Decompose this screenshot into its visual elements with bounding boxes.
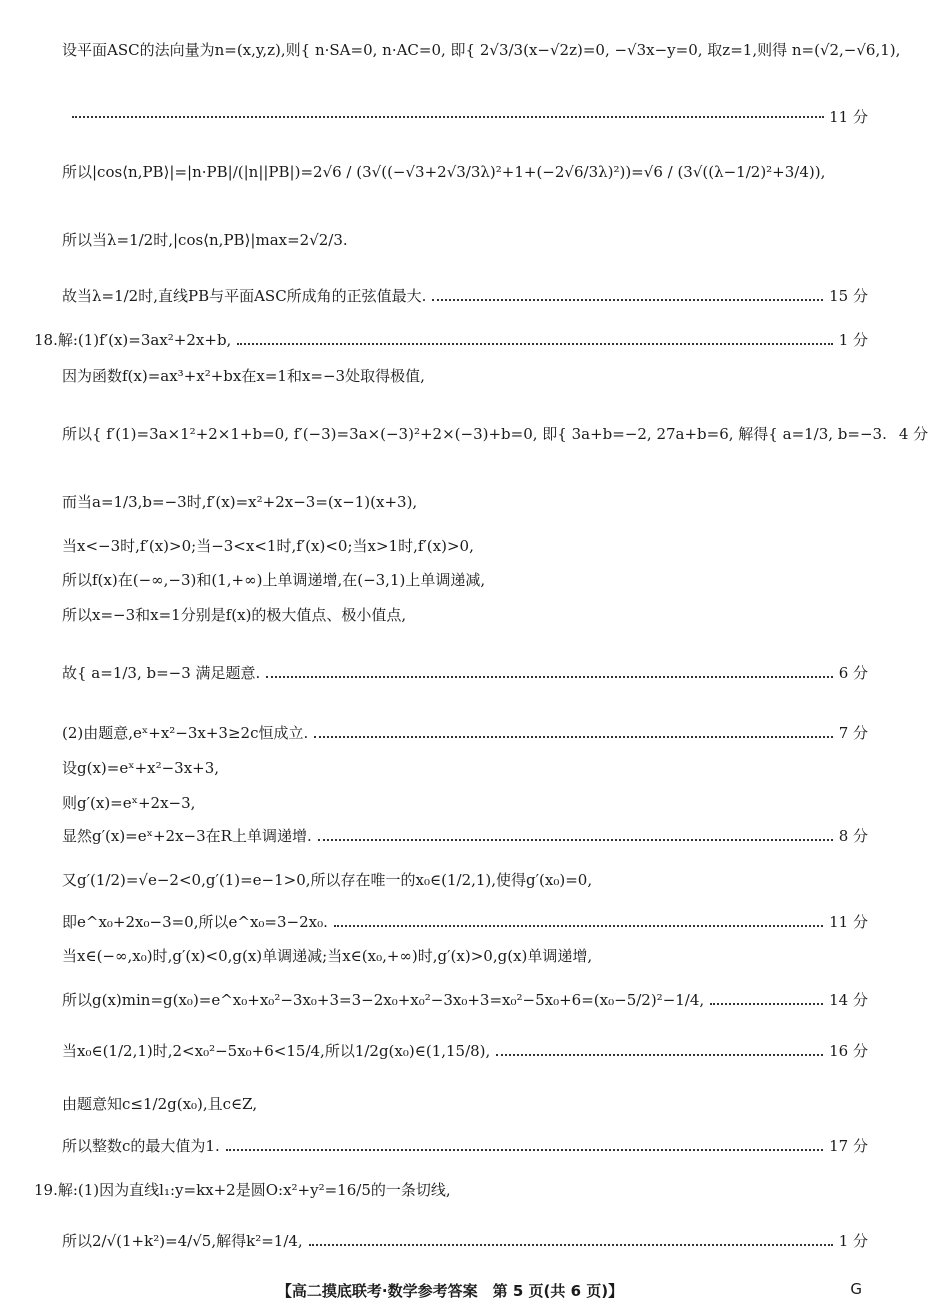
line-text: 显然g′(x)=eˣ+2x−3在R上单调递增.	[62, 827, 312, 845]
line-text: 设平面ASC的法向量为n=(x,y,z),则{ n·SA=0, n·AC=0, 即{ 2√3/3(x−√2z)=0, −√3x−y=0, 取z=1,则得 n=(√2,−√6,1),	[62, 41, 901, 59]
line-text: 所以f(x)在(−∞,−3)和(1,+∞)上单调递增,在(−3,1)上单调递减,	[62, 571, 486, 589]
line-g-range	[62, 1041, 868, 1061]
score: 1 分	[838, 1232, 868, 1250]
line-text: 设g(x)=eˣ+x²−3x+3,	[62, 759, 220, 777]
dot-leader	[266, 676, 832, 678]
score: 4 分	[898, 425, 928, 443]
line-text: 故当λ=1/2时,直线PB与平面ASC所成角的正弦值最大.	[62, 287, 427, 305]
line-q19-start	[34, 1180, 451, 1200]
line-text: 即e^x₀+2x₀−3=0,所以e^x₀=3−2x₀.	[62, 913, 328, 931]
line-define-g	[62, 758, 219, 778]
dot-leader	[314, 736, 832, 738]
line-monotonicity	[62, 570, 485, 590]
footer-code: G	[850, 1280, 862, 1298]
line-sign-analysis	[62, 536, 474, 556]
line-text: 由题意知c≤1/2g(x₀),且c∈Z,	[62, 1095, 258, 1113]
line-zero-relation	[62, 912, 868, 932]
dot-leader	[72, 116, 824, 118]
line-text: 当x<−3时,f′(x)>0;当−3<x<1时,f′(x)<0;当x>1时,f′(x)>0,	[62, 537, 474, 555]
score: 7 分	[838, 724, 868, 742]
line-satisfied	[62, 663, 868, 683]
line-normal-vector	[62, 40, 900, 60]
line-text: 当x₀∈(1/2,1)时,2<x₀²−5x₀+6<15/4,所以1/2g(x₀)∈(1,15/8),	[62, 1042, 491, 1060]
dot-leader	[710, 1003, 823, 1005]
line-text: 所以x=−3和x=1分别是f(x)的极大值点、极小值点,	[62, 606, 407, 624]
line-text: (2)由题意,eˣ+x²−3x+3≥2c恒成立.	[62, 724, 309, 742]
score: 11 分	[829, 108, 868, 126]
line-derivative-factor	[62, 492, 417, 512]
line-g-derivative	[62, 793, 195, 813]
line-unique-zero	[62, 870, 592, 890]
line-part2-start	[62, 723, 868, 743]
score: 14 分	[829, 991, 868, 1009]
line-text: 故{ a=1/3, b=−3 满足题意.	[62, 664, 261, 682]
dot-leader	[496, 1054, 823, 1056]
score: 1 分	[838, 331, 868, 349]
page-footer: 【高二摸底联考·数学参考答案 第 5 页(共 6 页)】	[276, 1282, 624, 1300]
line-extremum-condition	[62, 366, 425, 386]
score: 6 分	[838, 664, 868, 682]
line-max-value	[62, 230, 348, 250]
line-g-increasing	[62, 826, 868, 846]
line-text: 当x∈(−∞,x₀)时,g′(x)<0,g(x)单调递减;当x∈(x₀,+∞)时,g′(x)>0,g(x)单调递增,	[62, 947, 593, 965]
dot-leader	[432, 299, 823, 301]
dot-leader	[237, 343, 832, 345]
line-q18-start	[34, 330, 868, 350]
line-text: 所以|cos⟨n,PB⟩|=|n·PB|/(|n||PB|)=2√6 / (3√((−√3+2√3/3λ)²+1+(−2√6/3λ)²))=√6 / (3√((λ−1/2)²+3/4)),	[62, 163, 826, 181]
score: 15 分	[829, 287, 868, 305]
line-conclusion-17	[62, 286, 868, 306]
line-g-monotonicity	[62, 946, 592, 966]
dot-leader	[226, 1149, 823, 1151]
dot-leader	[334, 925, 823, 927]
score: 17 分	[829, 1137, 868, 1155]
line-text: 所以整数c的最大值为1.	[62, 1137, 220, 1155]
dot-leader	[318, 839, 833, 841]
line-text: 18.解:(1)f′(x)=3ax²+2x+b,	[34, 331, 232, 349]
score: 11 分	[829, 913, 868, 931]
line-text: 所以g(x)min=g(x₀)=e^x₀+x₀²−3x₀+3=3−2x₀+x₀²−3x₀+3=x₀²−5x₀+6=(x₀−5/2)²−1/4,	[62, 991, 705, 1009]
line-text: 又g′(1/2)=√e−2<0,g′(1)=e−1>0,所以存在唯一的x₀∈(1/2,1),使得g′(x₀)=0,	[62, 871, 593, 889]
line-text: 所以2/√(1+k²)=4/√5,解得k²=1/4,	[62, 1232, 303, 1250]
line-text: 因为函数f(x)=ax³+x²+bx在x=1和x=−3处取得极值,	[62, 367, 425, 385]
line-text: 所以当λ=1/2时,|cos⟨n,PB⟩|max=2√2/3.	[62, 231, 348, 249]
line-text: 19.解:(1)因为直线l₁:y=kx+2是圆O:x²+y²=16/5的一条切线,	[34, 1181, 451, 1199]
line-g-min	[62, 990, 868, 1010]
line-text: 则g′(x)=eˣ+2x−3,	[62, 794, 196, 812]
score: 16 分	[829, 1042, 868, 1060]
dot-leader	[309, 1244, 833, 1246]
line-text: 而当a=1/3,b=−3时,f′(x)=x²+2x−3=(x−1)(x+3),	[62, 493, 418, 511]
line-k-solve	[62, 1231, 868, 1251]
line-c-max	[62, 1136, 868, 1156]
line-c-condition	[62, 1094, 257, 1114]
line-cos-formula	[62, 162, 825, 182]
line-text: 所以{ f′(1)=3a×1²+2×1+b=0, f′(−3)=3a×(−3)²+2×(−3)+b=0, 即{ 3a+b=−2, 27a+b=6, 解得{ a=1/3, b=−3.	[62, 425, 887, 443]
score: 8 分	[838, 827, 868, 845]
line-extremum-points	[62, 605, 406, 625]
line-system-solve	[62, 424, 928, 444]
